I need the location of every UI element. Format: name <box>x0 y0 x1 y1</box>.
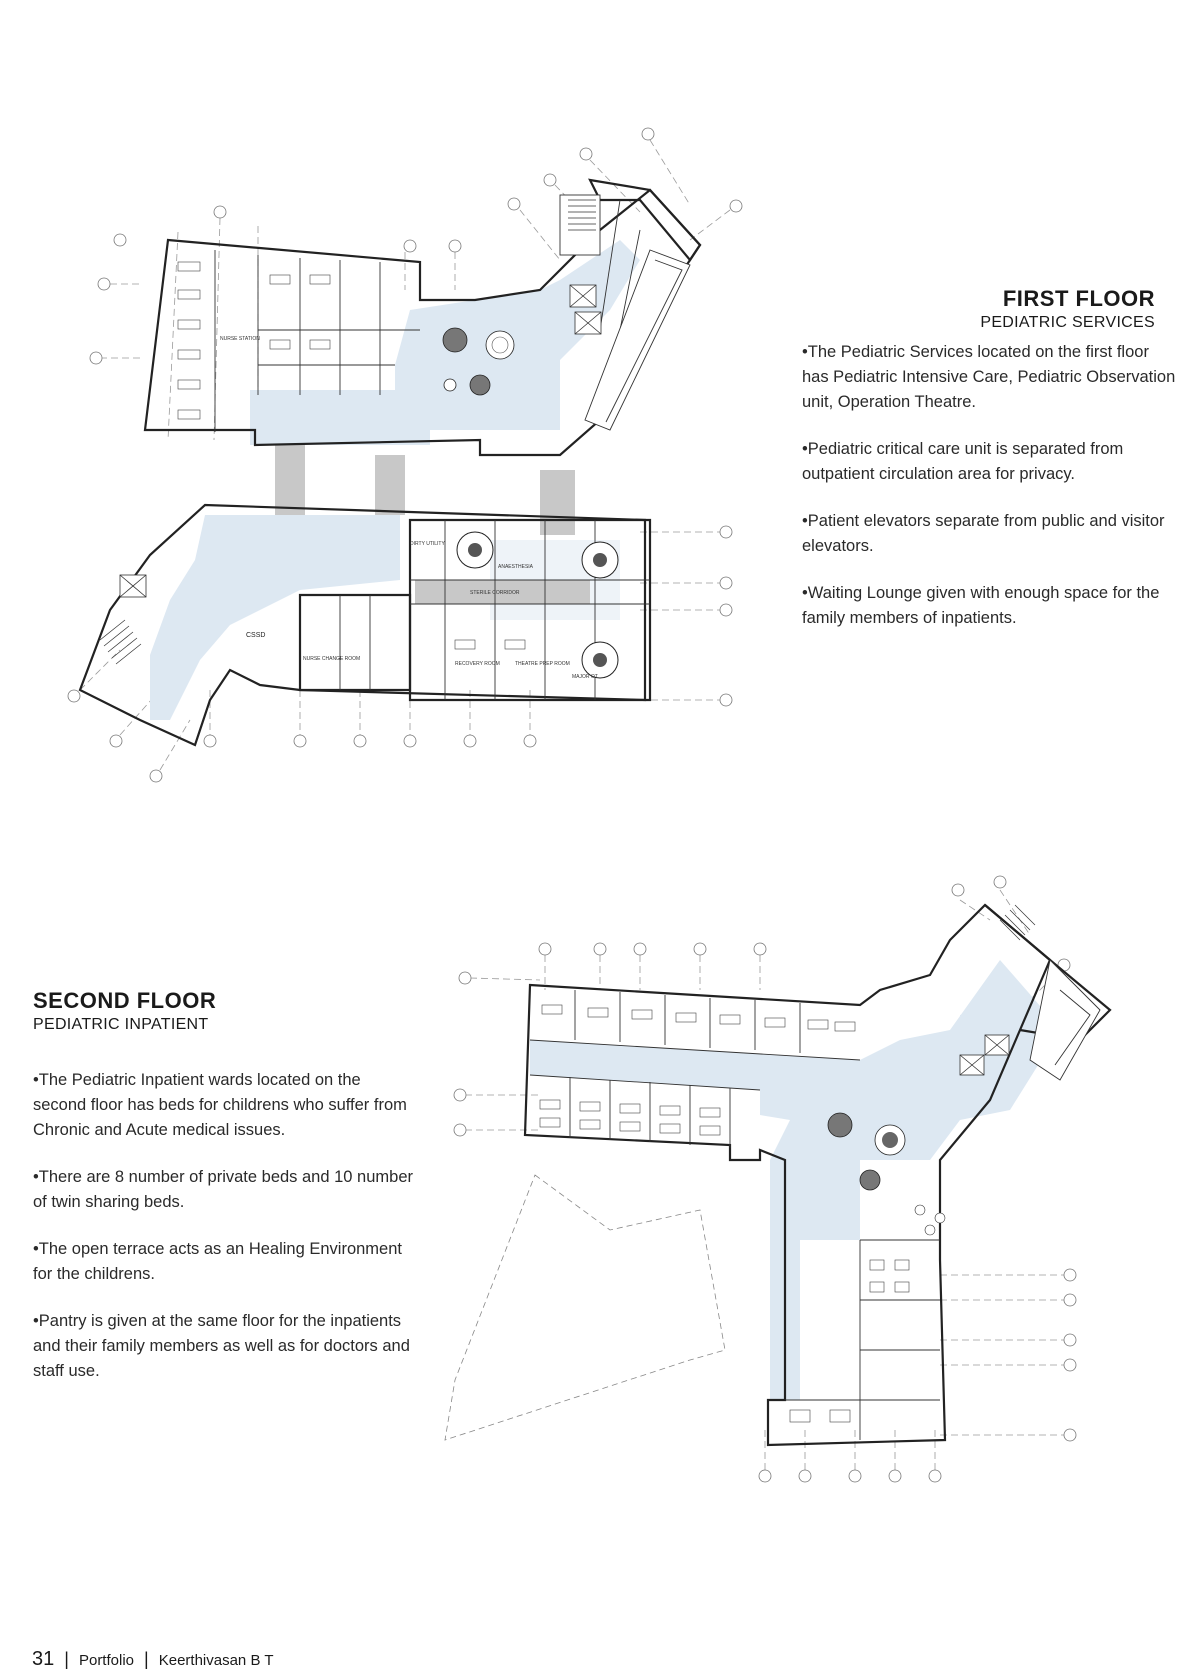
second-floor-subtitle: PEDIATRIC INPATIENT <box>33 1016 209 1033</box>
first-floor-bullet: •Pediatric critical care unit is separated from outpatient circulation area for privacy. <box>802 440 1124 483</box>
first-floor-title: FIRST FLOOR <box>1002 286 1155 311</box>
page-number: 31 <box>32 1648 55 1670</box>
first-floor-bullet: •Patient elevators separate from public and visitor elevators. <box>802 512 1165 555</box>
footer-divider: | <box>144 1649 149 1669</box>
plan-label-nurse-station: NURSE STATION <box>220 336 260 342</box>
plan-label-nurse-change: NURSE CHANGE ROOM <box>303 656 361 662</box>
plan-label-recovery: RECOVERY ROOM <box>455 661 500 667</box>
second-floor-title: SECOND FLOOR <box>33 988 217 1013</box>
plan-label-sterile-corridor: STERILE CORRIDOR <box>470 590 520 596</box>
second-floor-bullet: •The open terrace acts as an Healing Environment for the childrens. <box>33 1240 402 1283</box>
second-floor-heading-block <box>33 988 413 1034</box>
second-floor-grid-bubbles <box>454 876 1076 1482</box>
footer-divider: | <box>64 1649 69 1669</box>
first-floor-bullet: •Waiting Lounge given with enough space for the family members of inpatients. <box>802 584 1160 627</box>
terrace-outline <box>445 1175 725 1440</box>
first-floor-heading-block <box>760 286 1155 332</box>
second-floor-bullet: •The Pediatric Inpatient wards located on the second floor has beds for childrens who suffer from Chronic and Acute medical issues. <box>33 1071 407 1139</box>
second-floor-bullet: •There are 8 number of private beds and 10 number of twin sharing beds. <box>33 1168 413 1211</box>
plan-label-theatre-prep: THEATRE PREP ROOM <box>515 661 570 667</box>
footer-section: Portfolio <box>78 1652 134 1669</box>
first-floor-bullet: •The Pediatric Services located on the first floor has Pediatric Intensive Care, Pediatric Observation unit, Operation Theatre. <box>802 343 1176 411</box>
page-footer <box>32 1648 274 1671</box>
second-floor-bullet: •Pantry is given at the same floor for the inpatients and their family members as well as for doctors and staff use. <box>33 1312 410 1380</box>
first-floor-plan <box>68 128 742 782</box>
plan-label-anaesthesia: ANAESTHESIA <box>498 564 534 570</box>
footer-author: Keerthivasan B T <box>158 1652 274 1669</box>
plan-label-dirty-utility: DIRTY UTILITY <box>410 541 445 547</box>
second-floor-grid-lines <box>465 890 1065 1470</box>
second-floor-circulation <box>530 960 1060 1400</box>
second-floor-bullets <box>33 1068 413 1406</box>
plan-label-major-ot: MAJOR OT <box>572 674 598 680</box>
second-floor-pantry-tables <box>790 1260 909 1422</box>
first-floor-bullets <box>802 340 1177 653</box>
second-floor-plan <box>445 876 1110 1482</box>
plan-label-cssd: CSSD <box>246 632 266 639</box>
first-floor-subtitle: PEDIATRIC SERVICES <box>980 314 1155 331</box>
